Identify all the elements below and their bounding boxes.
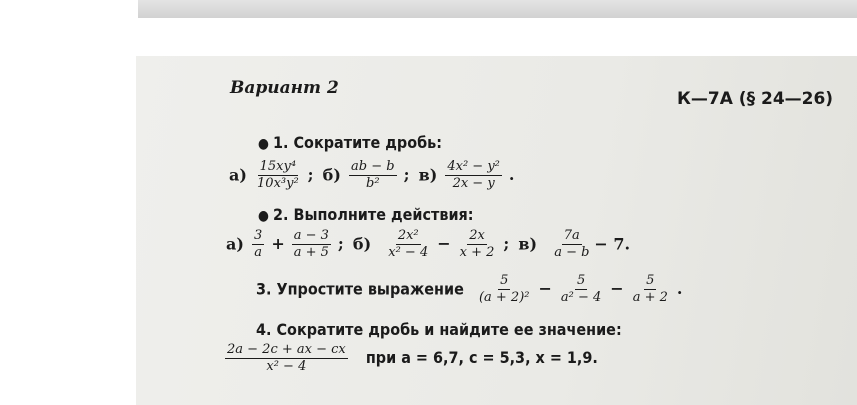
task-2-a1-fraction (252, 229, 264, 261)
task-2-c-fraction (552, 229, 591, 261)
task-1-c-label: в) (418, 165, 438, 185)
task-1-c-fraction (445, 160, 502, 192)
task-2-title (258, 205, 474, 224)
task-3 (256, 274, 686, 306)
task-3-fraction-3 (631, 274, 670, 306)
task-1-b-fraction (349, 160, 397, 192)
denominator: a (254, 245, 263, 261)
task-1-title-text: 1. Сократите дробь: (273, 133, 443, 152)
denominator: b² (366, 176, 380, 192)
task-1-expressions (229, 160, 518, 192)
task-2-c-label: в) (518, 234, 538, 254)
denominator: a + 2 (632, 290, 668, 306)
task-2-a2-fraction (292, 229, 331, 261)
task-4-expression (222, 343, 598, 375)
denominator: a − b (554, 245, 590, 261)
numerator: 15xy⁴ (258, 160, 298, 176)
numerator: 5 (575, 274, 587, 290)
denominator: x² − 4 (388, 245, 429, 261)
task-3-title: 3. Упростите выражение (256, 279, 464, 299)
task-2-b2-fraction (458, 229, 497, 261)
task-2-expressions (226, 229, 630, 261)
task-2-b1-fraction (386, 229, 430, 261)
separator: ; (307, 165, 314, 185)
numerator: 2x² (396, 229, 421, 245)
task-1-a-fraction (255, 160, 301, 192)
numerator: ab − b (349, 160, 397, 176)
numerator: a − 3 (292, 229, 331, 245)
numerator: 2a − 2c + ax − cx (225, 343, 348, 359)
denominator: a + 5 (293, 245, 329, 261)
task-2-b-label: б) (352, 234, 372, 254)
bullet-dot-icon: ● (258, 136, 269, 152)
separator: ; (403, 165, 410, 185)
numerator: 2x (467, 229, 487, 245)
denominator: a² − 4 (560, 290, 602, 306)
end-mark: . (508, 165, 515, 185)
denominator: x + 2 (459, 245, 495, 261)
task-3-fraction-2 (559, 274, 603, 306)
task-4-fraction (225, 343, 348, 375)
task-1-title (258, 133, 442, 152)
operator: − (610, 279, 624, 299)
operator: + (271, 234, 285, 254)
denominator: 2x − y (452, 176, 495, 192)
task-2-c-tail: − 7. (594, 234, 631, 254)
numerator: 3 (252, 229, 264, 245)
operator: − (538, 279, 552, 299)
task-4-condition: при a = 6,7, c = 5,3, x = 1,9. (365, 348, 598, 368)
top-paper-strip (138, 0, 857, 18)
task-4-title: 4. Сократите дробь и найдите ее значение: (256, 320, 622, 339)
task-1-b-label: б) (322, 165, 341, 185)
separator: ; (337, 234, 344, 254)
task-1-a-label: а) (229, 165, 247, 185)
task-3-fraction-1 (477, 274, 532, 306)
separator: ; (503, 234, 510, 254)
test-code: К—7А (§ 24—26) (677, 89, 834, 109)
end-mark: . (676, 279, 683, 299)
numerator: 5 (644, 274, 656, 290)
variant-title: Вариант 2 (230, 78, 339, 98)
denominator: (a + 2)² (478, 290, 530, 306)
denominator: 10x³y² (257, 176, 299, 192)
task-2-title-text: 2. Выполните действия: (273, 205, 474, 224)
numerator: 7a (562, 229, 582, 245)
bullet-dot-icon: ● (258, 208, 269, 224)
denominator: x² − 4 (266, 359, 307, 375)
numerator: 4x² − y² (445, 160, 502, 176)
operator: − (437, 234, 451, 254)
numerator: 5 (498, 274, 510, 290)
task-2-a-label: а) (226, 234, 244, 254)
